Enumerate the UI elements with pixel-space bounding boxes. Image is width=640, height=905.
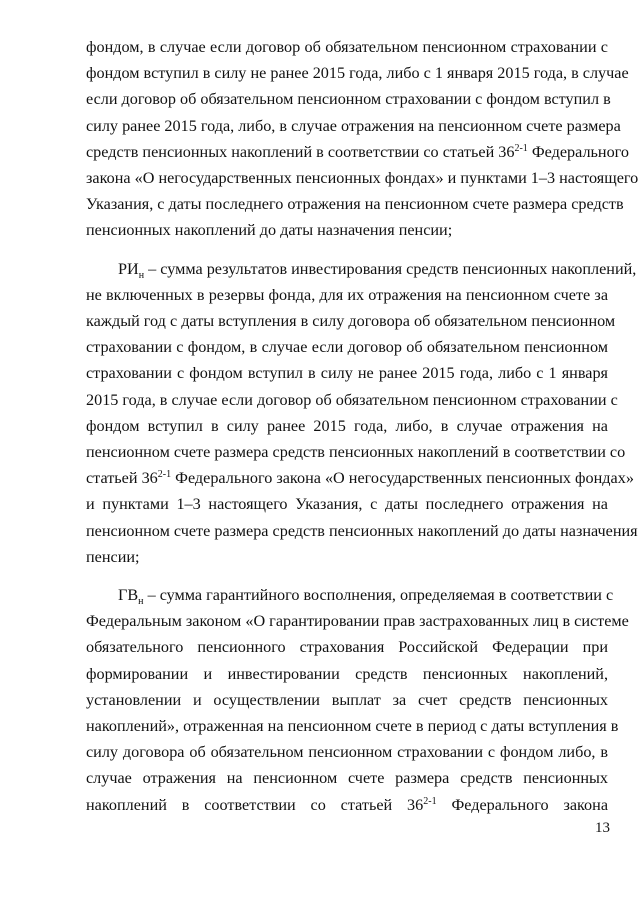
text-line: обязательного пенсионного страхования Российской Федерации при (86, 638, 608, 657)
text-line: пенсионных накоплений до даты назначения пенсии; (86, 221, 453, 240)
text-fragment: Федерального (527, 142, 630, 161)
text-line: фондом, в случае если договор об обязательном пенсионном страховании с (86, 38, 608, 56)
paragraph-2 (86, 256, 638, 570)
text-line (86, 465, 634, 491)
text-line: не включенных в резервы фонда, для их отражения на пенсионном счете за (86, 285, 608, 304)
text-line: Федеральным законом «О гарантировании прав застрахованных лиц в системе (86, 612, 629, 631)
text-fragment: ГВ (118, 586, 139, 605)
paragraph-1 (86, 34, 639, 244)
text-line (86, 582, 614, 608)
subscript: н (138, 269, 145, 281)
text-line: каждый год с даты вступления в силу договора об обязательном пенсионном (86, 312, 616, 331)
text-line (86, 139, 630, 165)
text-line: закона «О негосударственных пенсионных фондах» и пунктами 1–3 настоящего (86, 169, 639, 188)
text-line: Указания, с даты последнего отражения на пенсионном счете размера средств (86, 195, 624, 214)
text-fragment: Федерального закона (436, 795, 609, 814)
text-fragment: статьей 36 (86, 469, 158, 488)
text-line: накоплений», отраженная на пенсионном счете в период с даты вступления в (86, 717, 619, 736)
text-fragment: – сумма результатов инвестирования средств пенсионных накоплений, (144, 259, 637, 278)
text-fragment: Федерального закона «О негосударственных пенсионных фондах» (171, 469, 634, 488)
paragraph-gap (86, 570, 608, 582)
text-line: пенсионном счете размера средств пенсионных накоплений в соответствии со (86, 443, 626, 462)
paragraph-gap (86, 244, 608, 256)
text-line: фондом вступил в силу не ранее 2015 года, либо с 1 января 2015 года, в случае (86, 64, 629, 83)
text-line: пенсии; (86, 547, 140, 566)
text-fragment: – сумма гарантийного восполнения, определяемая в соответствии с (143, 586, 614, 605)
subscript: н (138, 596, 144, 608)
text-line: установлении и осуществлении выплат за счет средств пенсионных (86, 690, 608, 709)
text-line: формировании и инвестировании средств пенсионных накоплений, (86, 664, 608, 683)
page-number: 13 (595, 820, 610, 836)
superscript: 2-1 (423, 795, 437, 807)
text-line: и пунктами 1–3 настоящего Указания, с даты последнего отражения на (86, 495, 608, 514)
text-fragment: РИ (118, 259, 139, 278)
text-line: если договор об обязательном пенсионном страховании с фондом вступил в (86, 90, 611, 109)
text-line: страховании с фондом вступил в силу не ранее 2015 года, либо с 1 января (86, 364, 608, 383)
text-line: силу договора об обязательном пенсионном страховании с фондом либо, в (86, 743, 608, 762)
text-line: фондом вступил в силу ранее 2015 года, либо, в случае отражения на (86, 416, 608, 435)
superscript: 2-1 (514, 142, 528, 154)
body-text (86, 34, 639, 818)
text-fragment: накоплений в соответствии со статьей 36 (86, 795, 424, 814)
superscript: 2-1 (157, 469, 172, 481)
text-line: пенсионном счете размера средств пенсионных накоплений до даты назначения (86, 521, 638, 540)
text-line (86, 792, 608, 818)
text-line: силу ранее 2015 года, либо, в случае отражения на пенсионном счете размера (86, 116, 621, 135)
text-line: 2015 года, в случае если договор об обязательном пенсионном страховании с (86, 390, 618, 409)
text-line: случае отражения на пенсионном счете размера средств пенсионных (86, 769, 608, 788)
paragraph-3 (86, 582, 629, 818)
text-fragment: средств пенсионных накоплений в соответствии со статьей 36 (86, 142, 515, 161)
text-line (86, 256, 637, 282)
text-line: страховании с фондом, в случае если договор об обязательном пенсионном (86, 338, 608, 357)
